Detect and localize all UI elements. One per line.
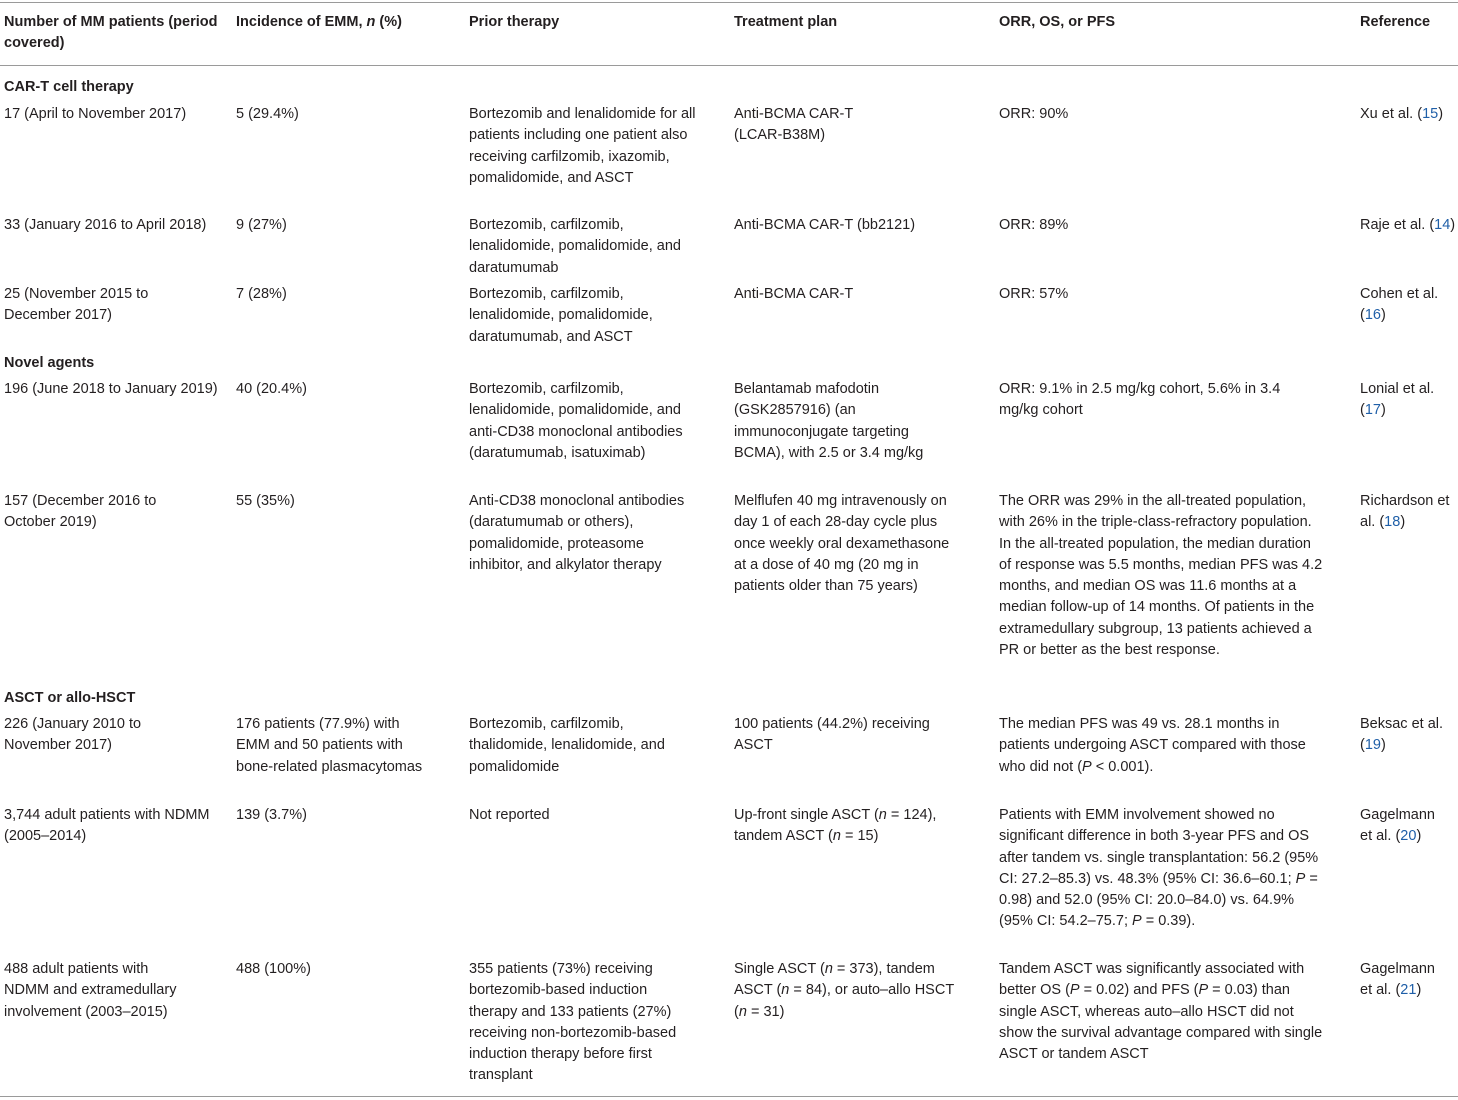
row8-patients: 488 adult patients with NDMM and extramedullary involvement (2003–2015) (4, 961, 177, 1020)
row7-prior: Not reported (469, 807, 550, 823)
row3-patients: 25 (November 2015 to December 2017) (4, 286, 149, 324)
header-outcome: ORR, OS, or PFS (999, 14, 1116, 30)
table-top-rule (0, 2, 1458, 3)
row5-patients: 157 (December 2016 to October 2019) (4, 493, 157, 531)
row8-incidence: 488 (100%) (236, 961, 311, 977)
row2-prior: Bortezomib, carfilzomib, lenalidomide, pomalidomide, and daratumumab (469, 217, 681, 276)
row3-reference: Cohen et al. (16) (1360, 286, 1439, 324)
row6-reference: Beksac et al. (19) (1360, 716, 1444, 754)
row8-ref-link[interactable]: 21 (1400, 982, 1417, 999)
row6-incidence: 176 patients (77.9%) with EMM and 50 patients with bone-related plasmacytomas (236, 716, 423, 775)
row4-prior: Bortezomib, carfilzomib, lenalidomide, pomalidomide, and anti-CD38 monoclonal antibodies (daratumumab, isatuximab) (469, 381, 683, 461)
row2-incidence: 9 (27%) (236, 217, 287, 233)
row2-ref-link[interactable]: 14 (1434, 217, 1451, 233)
row3-prior: Bortezomib, carfilzomib, lenalidomide, pomalidomide, daratumumab, and ASCT (469, 286, 653, 345)
row2-outcome: ORR: 89% (999, 217, 1069, 233)
row1-incidence: 5 (29.4%) (236, 106, 299, 122)
row3-incidence: 7 (28%) (236, 286, 287, 302)
row7-patients: 3,744 adult patients with NDMM (2005–2014) (4, 807, 210, 845)
row1-outcome: ORR: 90% (999, 106, 1069, 122)
row4-outcome: ORR: 9.1% in 2.5 mg/kg cohort, 5.6% in 3.4 mg/kg cohort (999, 381, 1281, 419)
row6-ref-link[interactable]: 19 (1364, 737, 1381, 754)
row8-prior: 355 patients (73%) receiving bortezomib-based induction therapy and 133 patients (27%) receiving non-bortezomib-based induction therapy before first transplant (469, 961, 677, 1084)
row7-outcome: Patients with EMM involvement showed no significant difference in both 3-year PFS and OS after tandem vs. single transplantation: 56.2 (95% CI: 27.2–85.3) vs. 48.3% (95% CI: 36.6–60.1; P = 0.98) and 52.0 (95% CI: 20.0–84.0) vs. 64.9% (95% CI: 54.2–75.7; P = 0.39). (999, 807, 1319, 930)
table-header-rule (0, 65, 1458, 66)
row3-plan: Anti-BCMA CAR-T (734, 286, 854, 302)
row5-prior: Anti-CD38 monoclonal antibodies (daratumumab or others), pomalidomide, proteasome inhibitor, and alkylator therapy (469, 493, 685, 573)
row8-outcome: Tandem ASCT was significantly associated with better OS (P = 0.02) and PFS (P = 0.03) than single ASCT, whereas auto–allo HSCT did not show the survival advantage compared with single ASCT or tandem ASCT (999, 961, 1323, 1063)
row1-prior: Bortezomib and lenalidomide for all patients including one patient also receiving carfilzomib, ixazomib, pomalidomide, and ASCT (469, 106, 696, 186)
row4-incidence: 40 (20.4%) (236, 381, 307, 397)
row8-plan: Single ASCT (n = 373), tandem ASCT (n = 84), or auto–allo HSCT (n = 31) (734, 961, 954, 1020)
row5-ref-link[interactable]: 18 (1384, 514, 1401, 531)
row7-reference: Gagelmann et al. (20) (1360, 807, 1435, 845)
row3-outcome: ORR: 57% (999, 286, 1069, 302)
section-asct: ASCT or allo-HSCT (4, 690, 136, 706)
row2-patients: 33 (January 2016 to April 2018) (4, 217, 207, 233)
row3-ref-link[interactable]: 16 (1364, 307, 1381, 324)
row7-ref-link[interactable]: 20 (1400, 828, 1417, 845)
row1-plan: Anti-BCMA CAR-T (LCAR-B38M) (734, 106, 853, 144)
table-bottom-rule (0, 1096, 1458, 1097)
row5-plan: Melflufen 40 mg intravenously on day 1 of each 28-day cycle plus once weekly oral dexamethasone at a dose of 40 mg (20 mg in patients older than 75 years) (734, 493, 950, 595)
row5-incidence: 55 (35%) (236, 493, 295, 509)
row8-reference: Gagelmann et al. (21) (1360, 961, 1435, 999)
row5-outcome: The ORR was 29% in the all-treated population, with 26% in the triple-class-refractory population. In the all-treated population, the median duration of response was 5.5 months, median PFS was 4.2 months, and median OS was 11.6 months at a median follow-up of 14 months. Of patients in the extramedullary subgroup, 13 patients achieved a PR or better as the best response. (999, 493, 1323, 659)
row2-plan: Anti-BCMA CAR-T (bb2121) (734, 217, 916, 233)
row1-ref-link[interactable]: 15 (1422, 106, 1439, 122)
row7-plan: Up-front single ASCT (n = 124), tandem ASCT (n = 15) (734, 807, 937, 845)
header-incidence: Incidence of EMM, n (%) (236, 14, 402, 30)
header-patients: Number of MM patients (period covered) (4, 14, 218, 52)
header-treatment-plan: Treatment plan (734, 14, 838, 30)
row1-patients: 17 (April to November 2017) (4, 106, 187, 122)
row4-plan: Belantamab mafodotin (GSK2857916) (an immunoconjugate targeting BCMA), with 2.5 or 3.4 mg/kg (734, 381, 924, 461)
row6-outcome: The median PFS was 49 vs. 28.1 months in patients undergoing ASCT compared with those who did not (P < 0.001). (999, 716, 1306, 775)
row6-plan: 100 patients (44.2%) receiving ASCT (734, 716, 930, 754)
header-reference: Reference (1360, 14, 1431, 30)
row4-patients: 196 (June 2018 to January 2019) (4, 381, 218, 397)
row6-prior: Bortezomib, carfilzomib, thalidomide, lenalidomide, and pomalidomide (469, 716, 665, 775)
row1-reference: Xu et al. (15) (1360, 106, 1444, 122)
section-novel-agents: Novel agents (4, 355, 95, 371)
section-cart: CAR-T cell therapy (4, 79, 134, 95)
row4-ref-link[interactable]: 17 (1364, 402, 1381, 419)
row7-incidence: 139 (3.7%) (236, 807, 307, 823)
header-prior-therapy: Prior therapy (469, 14, 560, 30)
row4-reference: Lonial et al. (17) (1360, 381, 1435, 419)
row5-reference: Richardson et al. (18) (1360, 493, 1450, 531)
row6-patients: 226 (January 2010 to November 2017) (4, 716, 142, 754)
row2-reference: Raje et al. (14) (1360, 217, 1456, 233)
